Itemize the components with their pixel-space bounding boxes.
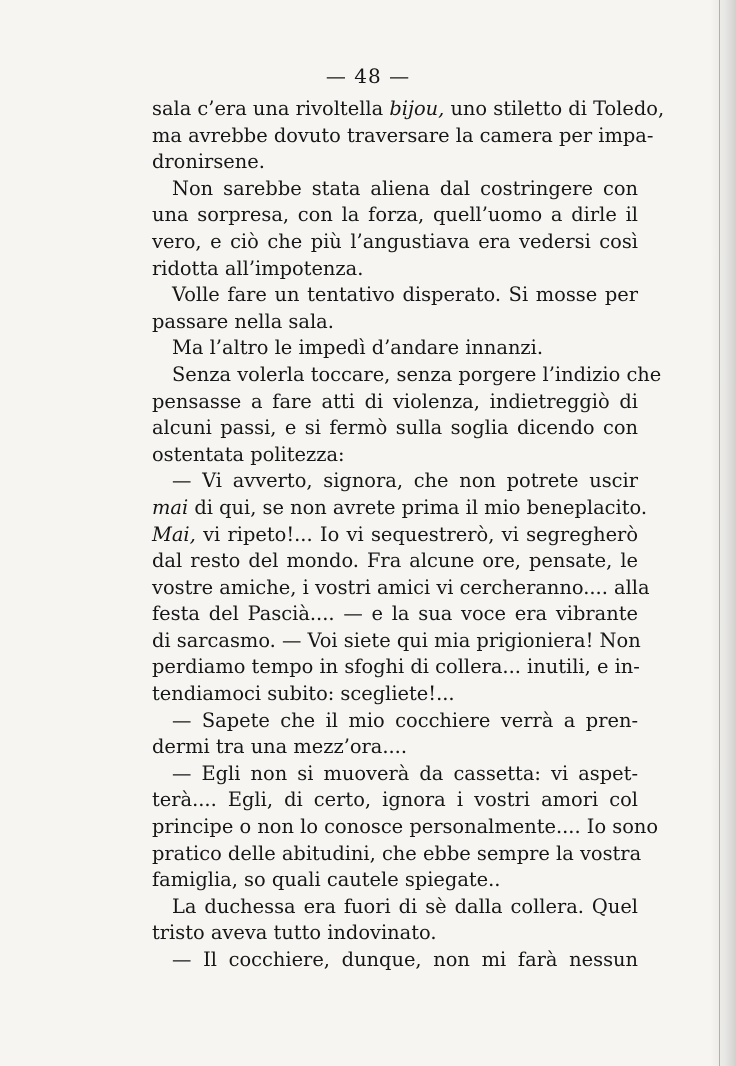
text-segment: famiglia, so quali cautele spiegate..	[152, 868, 501, 892]
text-segment: di sarcasmo. — Voi siete qui mia prigioniera! Non	[152, 628, 641, 652]
text-line	[152, 601, 638, 628]
text-segment: Volle fare un tentativo disperato. Si mosse per	[172, 283, 638, 307]
text-line	[152, 761, 638, 788]
text-segment: tendiamoci subito: scegliete!...	[152, 682, 455, 706]
text-line	[152, 96, 665, 123]
page-number: — 48 —	[325, 64, 411, 88]
text-line	[152, 708, 638, 735]
text-segment: — Sapete che il mio cocchiere verrà a pren-	[172, 708, 638, 732]
page-edge-line	[719, 0, 720, 1066]
text-line	[152, 841, 642, 868]
text-line	[152, 229, 638, 256]
text-line	[152, 920, 638, 947]
text-line	[152, 256, 638, 283]
text-line	[152, 309, 638, 336]
text-segment: terà.... Egli, di certo, ignora i vostri amori col	[152, 788, 638, 812]
text-line	[152, 575, 650, 602]
text-segment: Ma l’altro le impedì d’andare innanzi.	[172, 336, 544, 360]
text-segment: vero, e ciò che più l’angustiava era vedersi così	[152, 229, 638, 253]
text-line	[152, 389, 638, 416]
text-segment: pratico delle abitudini, che ebbe sempre la vostra	[152, 841, 642, 865]
text-line	[152, 495, 647, 522]
text-segment: tristo aveva tutto indovinato.	[152, 921, 437, 945]
text-line	[152, 202, 638, 229]
text-line	[152, 734, 638, 761]
text-segment: vi ripeto!... Io vi sequestrerò, vi segregherò	[195, 522, 638, 546]
text-segment: principe o non lo conosce personalmente.... Io sono	[152, 815, 659, 839]
text-line	[152, 548, 638, 575]
text-line	[152, 362, 662, 389]
text-segment: Senza volerla toccare, senza porgere l’indizio che	[172, 362, 662, 386]
text-segment: sala c’era una rivoltella	[152, 97, 390, 120]
text-line	[152, 335, 638, 362]
text-line	[152, 522, 638, 549]
text-segment: dermi tra una mezz’ora....	[152, 735, 408, 759]
text-line	[152, 654, 638, 681]
text-line	[152, 442, 638, 469]
text-segment: passare nella sala.	[152, 309, 334, 333]
text-segment: ma avrebbe dovuto traversare la camera per impa-	[152, 123, 654, 147]
text-line	[152, 282, 638, 309]
page-edge-shadow	[710, 0, 736, 1066]
text-line	[152, 947, 638, 974]
italic-text: mai	[152, 495, 189, 519]
text-line	[152, 787, 638, 814]
text-segment: festa del Pascià.... — e la sua voce era vibrante	[152, 602, 638, 626]
text-line	[152, 468, 638, 495]
text-segment: pensasse a fare atti di violenza, indietreggiò di	[152, 389, 638, 413]
text-segment: di qui, se non avrete prima il mio beneplacito.	[188, 495, 647, 519]
text-line	[152, 867, 638, 894]
text-segment: ostentata politezza:	[152, 442, 345, 466]
text-segment: — Egli non si muoverà da cassetta: vi aspet-	[172, 761, 638, 785]
text-segment: Non sarebbe stata aliena dal costringere con	[172, 176, 638, 200]
text-segment: perdiamo tempo in sfoghi di collera... inutili, e in-	[152, 655, 640, 679]
text-line	[152, 894, 638, 921]
text-line	[152, 814, 659, 841]
text-segment: — Il cocchiere, dunque, non mi farà nessun	[172, 948, 638, 971]
text-line	[152, 415, 638, 442]
text-line	[152, 176, 638, 203]
text-line	[152, 628, 641, 655]
text-line	[152, 123, 654, 150]
italic-text: bijou,	[389, 97, 445, 120]
text-segment: — Vi avverto, signora, che non potrete uscir	[172, 469, 638, 493]
text-segment: La duchessa era fuori di sè dalla collera. Quel	[172, 894, 638, 918]
text-line	[152, 681, 638, 708]
text-segment: ridotta all’impotenza.	[152, 256, 364, 280]
body-text	[152, 96, 665, 974]
text-segment: vostre amiche, i vostri amici vi cercheranno.... alla	[152, 575, 650, 599]
text-segment: una sorpresa, con la forza, quell’uomo a dirle il	[152, 203, 638, 227]
text-segment: uno stiletto di Toledo,	[444, 97, 665, 120]
text-segment: dronirsene.	[152, 150, 265, 174]
text-segment: dal resto del mondo. Fra alcune ore, pensate, le	[152, 549, 638, 573]
italic-text: Mai,	[152, 522, 196, 546]
text-segment: alcuni passi, e si fermò sulla soglia dicendo con	[152, 416, 638, 440]
text-line	[152, 149, 638, 176]
